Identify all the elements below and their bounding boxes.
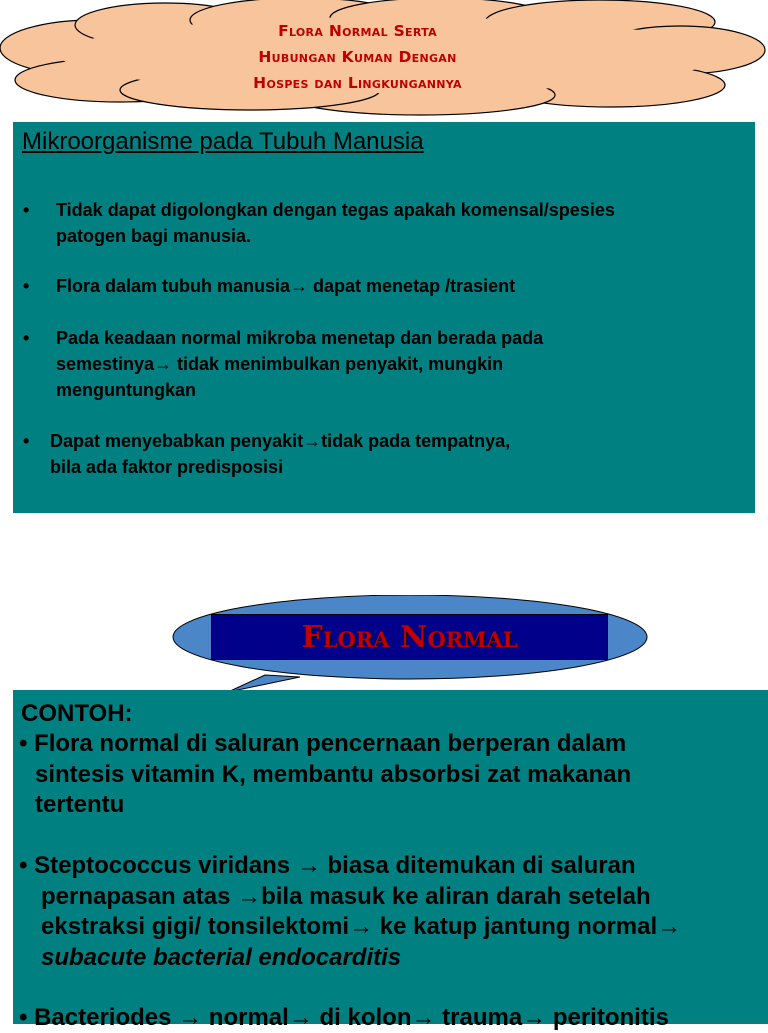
title-line-3: Hospes dan Lingkungannya bbox=[253, 74, 462, 92]
section-heading: Mikroorganisme pada Tubuh Manusia bbox=[22, 128, 424, 155]
examples-heading: CONTOH: bbox=[21, 700, 133, 727]
title-line-2: Hubungan Kuman Dengan bbox=[258, 48, 457, 66]
example-line: • Steptococcus viridans → biasa ditemukan di saluran bbox=[19, 852, 636, 879]
bullet-text: Dapat menyebabkan penyakit→tidak pada tempatnya, bbox=[50, 431, 511, 451]
example-line: tertentu bbox=[35, 791, 125, 818]
bullet-text: Pada keadaan normal mikroba menetap dan berada pada bbox=[56, 328, 544, 348]
bullet-text: semestinya→ tidak menimbulkan penyakit, mungkin bbox=[56, 354, 504, 374]
bullet-text: menguntungkan bbox=[56, 380, 196, 400]
microorganism-panel bbox=[13, 122, 755, 513]
title-line-1: Flora Normal Serta bbox=[278, 22, 437, 40]
example-line-italic: subacute bacterial endocarditis bbox=[41, 944, 402, 971]
bullet-dot: • bbox=[23, 328, 30, 348]
flora-normal-banner bbox=[211, 614, 608, 660]
examples-panel bbox=[13, 690, 768, 1031]
example-line: sintesis vitamin K, membantu absorbsi zat makanan bbox=[35, 761, 632, 788]
example-line: pernapasan atas →bila masuk ke aliran darah setelah bbox=[41, 883, 651, 910]
bullet-dot: • bbox=[23, 431, 30, 451]
bullet-text: Flora dalam tubuh manusia→ dapat menetap /trasient bbox=[56, 276, 516, 296]
bullet-text: bila ada faktor predisposisi bbox=[50, 457, 284, 477]
bullet-text: patogen bagi manusia. bbox=[56, 226, 252, 246]
bullet-text: Tidak dapat digolongkan dengan tegas apakah komensal/spesies bbox=[56, 200, 615, 220]
example-line: • Flora normal di saluran pencernaan berperan dalam bbox=[19, 730, 627, 757]
page-title bbox=[150, 18, 565, 96]
example-line: ekstraksi gigi/ tonsilektomi→ ke katup jantung normal→ bbox=[41, 913, 682, 940]
banner-label: Flora Normal bbox=[301, 619, 518, 655]
example-line: • Bacteriodes → normal→ di kolon→ trauma→ peritonitis bbox=[19, 1004, 669, 1031]
bullet-dot: • bbox=[23, 276, 30, 296]
bullet-dot: • bbox=[23, 200, 30, 220]
